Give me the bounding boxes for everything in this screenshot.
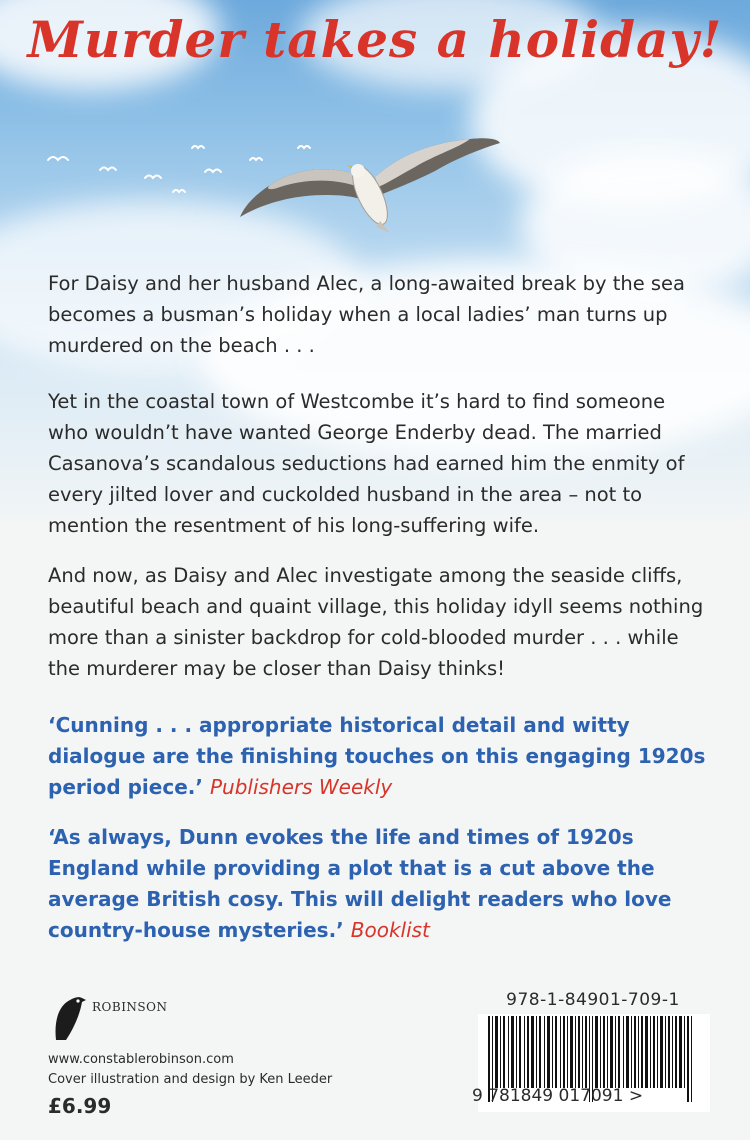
price: £6.99 [48,1094,112,1118]
website-url: www.constablerobinson.com [48,1052,234,1067]
blurb-paragraph-3: And now, as Daisy and Alec investigate among the seaside cliffs, beautiful beach and quaint village, this holiday idyll seems nothing more than a sinister backdrop for cold-blooded murder . . . while the murderer may be closer than Daisy thinks! [48,564,704,680]
barcode-digits: 9 781849 017091 > [472,1086,644,1106]
review-quote-2 [48,822,708,946]
quote-source: Publishers Weekly [209,775,393,799]
publisher-name: ROBINSON [92,1000,168,1014]
seagull-icon [230,125,510,255]
robin-logo-icon [48,992,88,1040]
quote-text: ‘Cunning . . . appropriate historical detail and witty dialogue are the finishing touches on this engaging 1920s period piece.’ [48,713,706,799]
blurb-paragraph-2: Yet in the coastal town of Westcombe it’s hard to find someone who wouldn’t have wanted George Enderby dead. The married Casanova’s scandalous seductions had earned him the enmity of every jilted lover and cuckolded husband in the area – not to mention the resentment of his long-suffering wife. [48,390,685,537]
headline: Murder takes a holiday! [27,10,723,69]
cover-credit: Cover illustration and design by Ken Leeder [48,1072,333,1087]
quote-source: Booklist [350,918,430,942]
review-quote-1 [48,710,708,803]
quote-text: ‘As always, Dunn evokes the life and times of 1920s England while providing a plot that is a cut above the average British cosy. This will delight readers who love country-house mysteries.’ [48,825,672,942]
isbn: 978-1-84901-709-1 [506,990,680,1010]
blurb-paragraph-1: For Daisy and her husband Alec, a long-awaited break by the sea becomes a busman’s holiday when a local ladies’ man turns up murdered on the beach . . . [48,272,685,357]
